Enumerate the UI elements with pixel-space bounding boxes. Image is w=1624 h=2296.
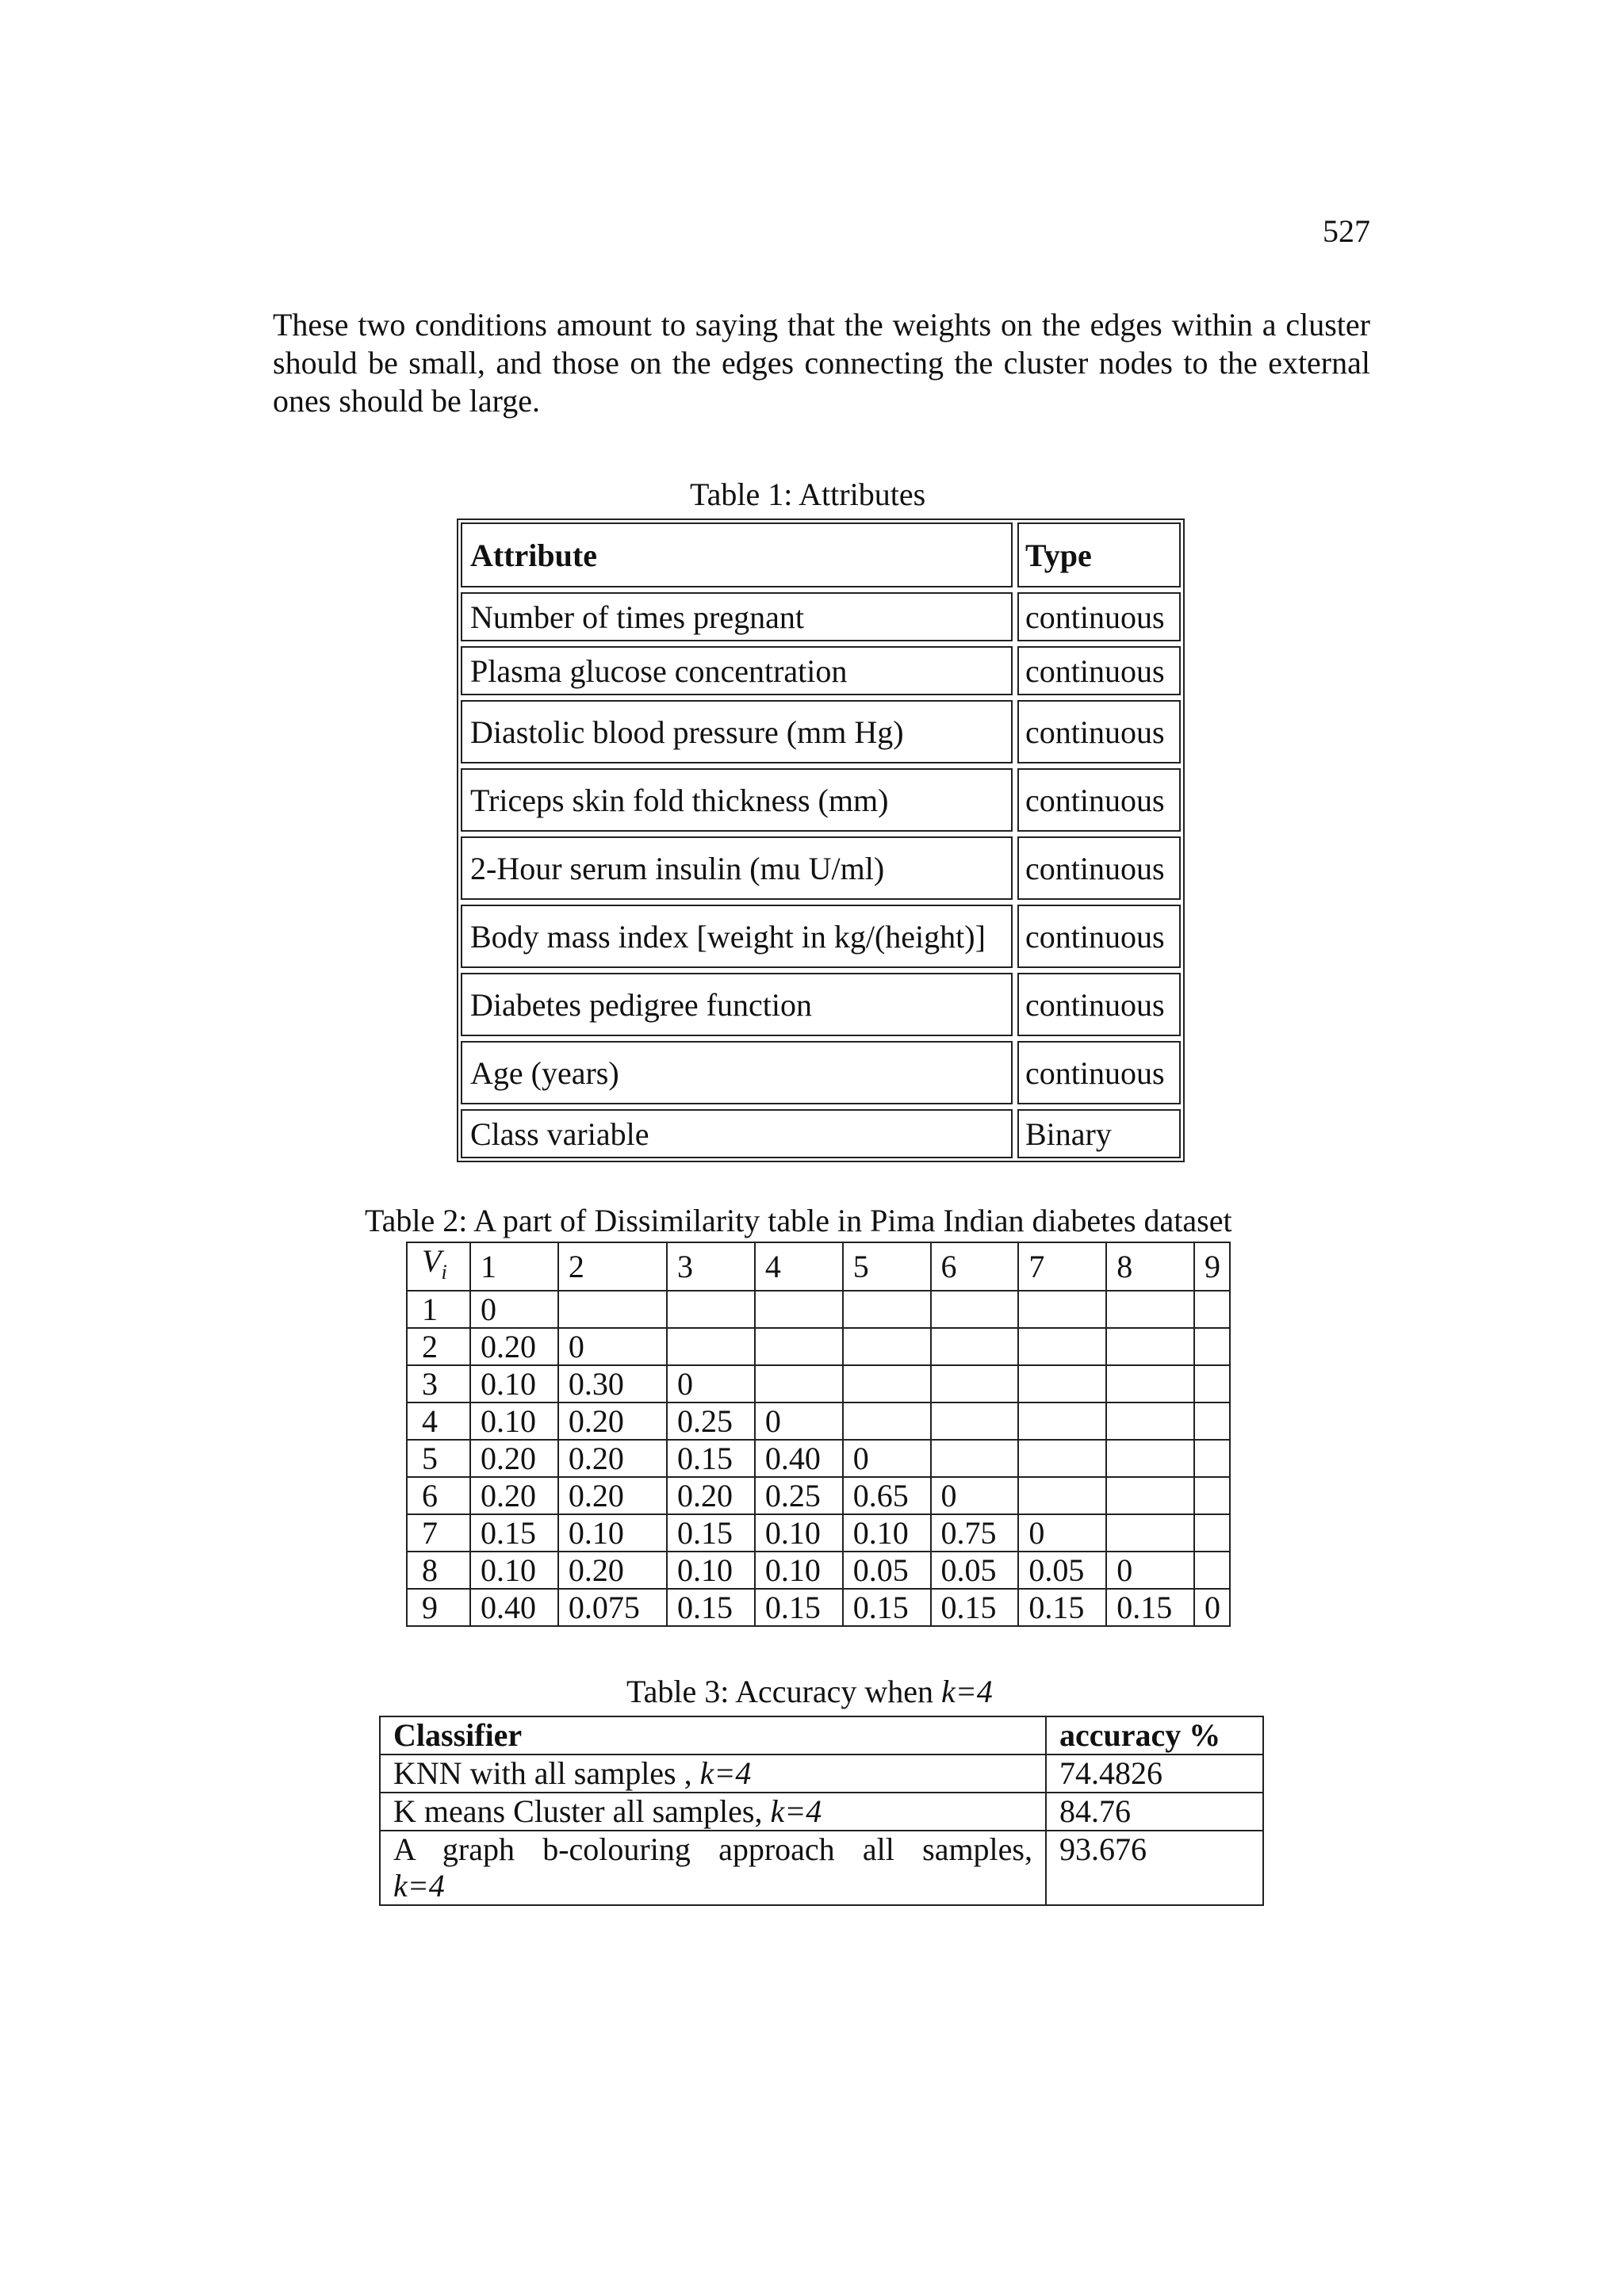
row-header: 5: [407, 1440, 470, 1477]
row-header: 8: [407, 1552, 470, 1589]
dissimilarity-table-body: [407, 1291, 1230, 1626]
dissimilarity-cell: 0: [470, 1291, 558, 1328]
table-row: [407, 1552, 1230, 1589]
dissimilarity-cell: [1194, 1328, 1230, 1365]
column-header: 3: [667, 1242, 755, 1291]
dissimilarity-cell: 0.20: [558, 1402, 667, 1440]
dissimilarity-cell: 0.20: [558, 1552, 667, 1589]
table-row: [407, 1440, 1230, 1477]
attribute-cell: Body mass index [weight in kg/(height)]: [461, 905, 1013, 968]
classifier-text: KNN with all samples ,: [393, 1755, 700, 1791]
type-cell: continuous: [1017, 768, 1181, 832]
attribute-cell: Triceps skin fold thickness (mm): [461, 768, 1013, 832]
dissimilarity-cell: [1106, 1477, 1194, 1514]
header-attribute: Attribute: [461, 522, 1013, 587]
row-header: 3: [407, 1365, 470, 1402]
classifier-k: k=4: [393, 1868, 445, 1904]
table-row: [461, 646, 1181, 695]
table-row: [407, 1514, 1230, 1552]
corner-label: V: [422, 1243, 442, 1279]
dissimilarity-table: [406, 1242, 1231, 1627]
classifier-text: A graph b-colouring approach all samples,: [393, 1831, 1032, 1867]
dissimilarity-cell: [1018, 1477, 1106, 1514]
table-header-row: [461, 522, 1181, 587]
dissimilarity-cell: 0.10: [755, 1552, 843, 1589]
table-row: [461, 768, 1181, 832]
accuracy-cell: 74.4826: [1046, 1755, 1263, 1793]
dissimilarity-cell: [1194, 1440, 1230, 1477]
header-accuracy: accuracy %: [1046, 1716, 1263, 1755]
dissimilarity-cell: [843, 1328, 931, 1365]
table-header-row: [380, 1716, 1263, 1755]
dissimilarity-cell: [667, 1328, 755, 1365]
row-header: 2: [407, 1328, 470, 1365]
table3-caption-k: k=4: [941, 1674, 993, 1709]
dissimilarity-cell: [931, 1291, 1019, 1328]
classifier-text: K means Cluster all samples,: [393, 1793, 771, 1829]
dissimilarity-cell: 0.15: [931, 1589, 1019, 1626]
dissimilarity-cell: 0.05: [1018, 1552, 1106, 1589]
row-header: 6: [407, 1477, 470, 1514]
type-cell: Binary: [1017, 1109, 1181, 1158]
table-row: [407, 1291, 1230, 1328]
dissimilarity-cell: [1106, 1514, 1194, 1552]
dissimilarity-cell: 0.10: [558, 1514, 667, 1552]
column-header: 8: [1106, 1242, 1194, 1291]
dissimilarity-cell: 0.25: [755, 1477, 843, 1514]
dissimilarity-cell: [843, 1291, 931, 1328]
dissimilarity-cell: [755, 1291, 843, 1328]
dissimilarity-cell: 0.20: [558, 1440, 667, 1477]
dissimilarity-cell: [931, 1365, 1019, 1402]
classifier-k: k=4: [770, 1793, 822, 1829]
column-header: 7: [1018, 1242, 1106, 1291]
row-header: 9: [407, 1589, 470, 1626]
table-row: [461, 905, 1181, 968]
type-cell: continuous: [1017, 836, 1181, 900]
attribute-cell: Diabetes pedigree function: [461, 973, 1013, 1036]
column-header: 6: [931, 1242, 1019, 1291]
dissimilarity-cell: 0.10: [470, 1402, 558, 1440]
classifier-cell: [380, 1793, 1046, 1831]
table-row: [380, 1831, 1263, 1905]
attribute-cell: Number of times pregnant: [461, 592, 1013, 641]
table-row: [461, 1041, 1181, 1104]
table-row: [380, 1755, 1263, 1793]
table-row: [461, 700, 1181, 763]
dissimilarity-cell: 0.05: [931, 1552, 1019, 1589]
dissimilarity-cell: 0.40: [755, 1440, 843, 1477]
header-type: Type: [1017, 522, 1181, 587]
dissimilarity-cell: [1194, 1291, 1230, 1328]
row-header: 1: [407, 1291, 470, 1328]
dissimilarity-cell: [1018, 1440, 1106, 1477]
dissimilarity-cell: 0.15: [1018, 1589, 1106, 1626]
classifier-cell: [380, 1831, 1046, 1905]
table-row: [407, 1365, 1230, 1402]
dissimilarity-cell: [931, 1402, 1019, 1440]
type-cell: continuous: [1017, 905, 1181, 968]
type-cell: continuous: [1017, 973, 1181, 1036]
dissimilarity-cell: 0.15: [667, 1589, 755, 1626]
dissimilarity-cell: 0.25: [667, 1402, 755, 1440]
dissimilarity-cell: 0: [755, 1402, 843, 1440]
column-header: 9: [1194, 1242, 1230, 1291]
dissimilarity-cell: [843, 1402, 931, 1440]
attribute-cell: Age (years): [461, 1041, 1013, 1104]
dissimilarity-cell: 0: [1106, 1552, 1194, 1589]
dissimilarity-cell: 0.20: [667, 1477, 755, 1514]
accuracy-cell: 84.76: [1046, 1793, 1263, 1831]
table1-caption: Table 1: Attributes: [690, 476, 926, 512]
dissimilarity-cell: 0.10: [667, 1552, 755, 1589]
dissimilarity-cell: [1018, 1291, 1106, 1328]
dissimilarity-cell: 0.40: [470, 1589, 558, 1626]
dissimilarity-cell: [1194, 1514, 1230, 1552]
dissimilarity-cell: 0.20: [470, 1328, 558, 1365]
attribute-cell: Class variable: [461, 1109, 1013, 1158]
type-cell: continuous: [1017, 592, 1181, 641]
dissimilarity-cell: 0: [843, 1440, 931, 1477]
dissimilarity-cell: 0.15: [843, 1589, 931, 1626]
table-header-row: [407, 1242, 1230, 1291]
attribute-cell: Plasma glucose concentration: [461, 646, 1013, 695]
table-row: [461, 1109, 1181, 1158]
dissimilarity-cell: [1194, 1552, 1230, 1589]
dissimilarity-cell: [1106, 1291, 1194, 1328]
row-header: 7: [407, 1514, 470, 1552]
type-cell: continuous: [1017, 1041, 1181, 1104]
dissimilarity-cell: 0.75: [931, 1514, 1019, 1552]
table2-caption: Table 2: A part of Dissimilarity table in Pima Indian diabetes dataset: [365, 1203, 1232, 1238]
dissimilarity-cell: 0.10: [470, 1365, 558, 1402]
table-row: [461, 836, 1181, 900]
dissimilarity-cell: 0.15: [1106, 1589, 1194, 1626]
table-row: [407, 1402, 1230, 1440]
dissimilarity-cell: [843, 1365, 931, 1402]
dissimilarity-cell: [755, 1328, 843, 1365]
dissimilarity-cell: 0.15: [470, 1514, 558, 1552]
dissimilarity-cell: 0.20: [558, 1477, 667, 1514]
dissimilarity-cell: 0.15: [755, 1589, 843, 1626]
dissimilarity-cell: 0: [667, 1365, 755, 1402]
dissimilarity-cell: 0.10: [470, 1552, 558, 1589]
dissimilarity-cell: 0.20: [470, 1440, 558, 1477]
dissimilarity-cell: 0.65: [843, 1477, 931, 1514]
dissimilarity-cell: 0.15: [667, 1440, 755, 1477]
dissimilarity-cell: [1106, 1440, 1194, 1477]
dissimilarity-cell: 0.30: [558, 1365, 667, 1402]
column-header: 4: [755, 1242, 843, 1291]
dissimilarity-cell: [1106, 1402, 1194, 1440]
dissimilarity-cell: [1194, 1365, 1230, 1402]
corner-cell: [407, 1242, 470, 1291]
dissimilarity-cell: [1194, 1477, 1230, 1514]
dissimilarity-cell: [1018, 1365, 1106, 1402]
dissimilarity-cell: [1106, 1365, 1194, 1402]
table-row: [461, 592, 1181, 641]
type-cell: continuous: [1017, 700, 1181, 763]
dissimilarity-cell: [755, 1365, 843, 1402]
table-row: [380, 1793, 1263, 1831]
accuracy-table: [379, 1716, 1264, 1906]
dissimilarity-cell: 0: [558, 1328, 667, 1365]
dissimilarity-cell: 0.10: [843, 1514, 931, 1552]
dissimilarity-cell: 0.15: [667, 1514, 755, 1552]
classifier-k: k=4: [699, 1755, 752, 1791]
dissimilarity-cell: 0: [931, 1477, 1019, 1514]
body-paragraph: These two conditions amount to saying that the weights on the edges within a cluster should be small, and those on the edges connecting the cluster nodes to the external ones should be large.: [273, 307, 1370, 419]
dissimilarity-cell: [1018, 1328, 1106, 1365]
dissimilarity-cell: [1018, 1402, 1106, 1440]
dissimilarity-cell: 0.10: [755, 1514, 843, 1552]
attributes-table: [457, 519, 1185, 1162]
table-row: [407, 1328, 1230, 1365]
column-header: 2: [558, 1242, 667, 1291]
dissimilarity-cell: [931, 1440, 1019, 1477]
column-header: 5: [843, 1242, 931, 1291]
column-header: 1: [470, 1242, 558, 1291]
accuracy-cell: 93.676: [1046, 1831, 1263, 1905]
dissimilarity-cell: [931, 1328, 1019, 1365]
dissimilarity-cell: [667, 1291, 755, 1328]
corner-subscript: i: [441, 1261, 447, 1284]
row-header: 4: [407, 1402, 470, 1440]
attribute-cell: Diastolic blood pressure (mm Hg): [461, 700, 1013, 763]
dissimilarity-cell: 0.075: [558, 1589, 667, 1626]
dissimilarity-cell: [1194, 1402, 1230, 1440]
dissimilarity-cell: [1106, 1328, 1194, 1365]
attribute-cell: 2-Hour serum insulin (mu U/ml): [461, 836, 1013, 900]
dissimilarity-cell: 0: [1018, 1514, 1106, 1552]
header-classifier: Classifier: [380, 1716, 1046, 1755]
type-cell: continuous: [1017, 646, 1181, 695]
table-row: [407, 1477, 1230, 1514]
dissimilarity-cell: 0: [1194, 1589, 1230, 1626]
classifier-cell: [380, 1755, 1046, 1793]
table3-caption: [626, 1674, 993, 1709]
dissimilarity-cell: 0.20: [470, 1477, 558, 1514]
table-row: [461, 973, 1181, 1036]
table-row: [407, 1589, 1230, 1626]
table3-caption-text: Table 3: Accuracy when: [626, 1674, 942, 1709]
page-number: 527: [1323, 213, 1370, 249]
dissimilarity-cell: 0.05: [843, 1552, 931, 1589]
dissimilarity-cell: [558, 1291, 667, 1328]
